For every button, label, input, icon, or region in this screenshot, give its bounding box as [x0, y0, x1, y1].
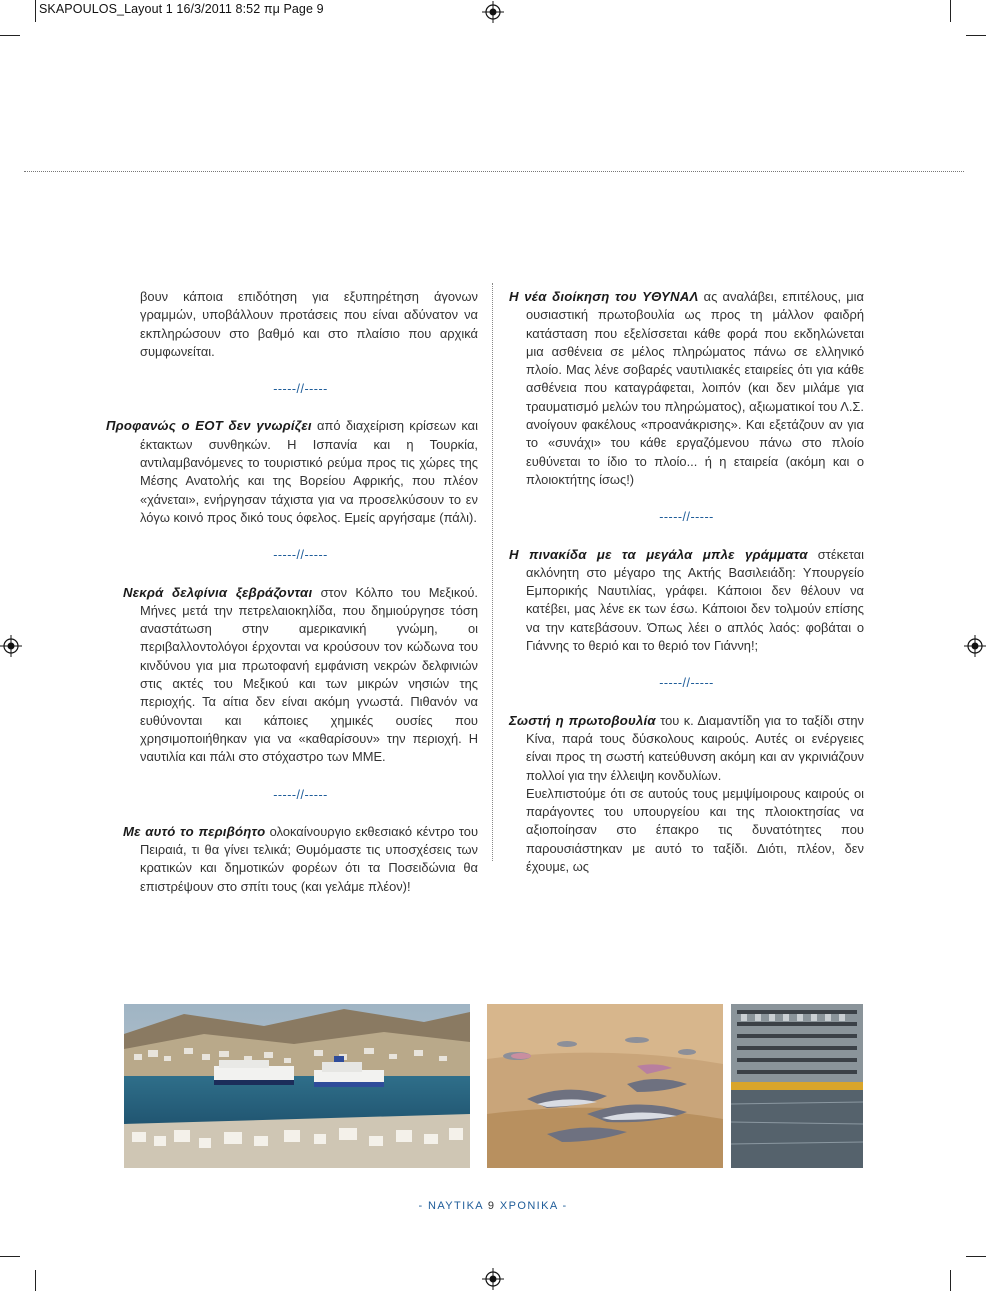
crop-mark: [966, 35, 986, 36]
item-heading: Σωστή η πρωτοβουλία: [509, 712, 656, 728]
registration-mark-icon: [964, 635, 986, 657]
item-body: από διαχείριση κρίσεων και έκτακτων συνθηκών. Η Ισπανία και η Τουρκία, αντιλαμβανόμενες το τουριστικό ρεύμα προς τις χώρες της Μέσης Ανατολής και της Βορείου Αφρικής, που πλέον «χάνεται», ενήργησαν τάχιστα για να προσελκύσουν το εν λόγω κοινό προς δικό τους όφελος. Εμείς αργήσαμε (πάλι).: [140, 418, 478, 525]
crop-mark: [0, 1256, 20, 1257]
separator: -----//-----: [273, 382, 328, 397]
paragraph: βουν κάποια επιδότηση για εξυπηρέτηση άγονων γραμμών, υποβάλλουν προτάσεις που είναι αδύνατον να εκπληρώσουν στο βαθμό και στο πλαίσιο που αρχικά συμφωνείται.: [140, 289, 478, 359]
item-heading: Με αυτό το περιβόητο: [123, 823, 266, 839]
item-body: του κ. Διαμαντίδη για το ταξίδι στην Κίνα, παρά τους δύσκολους καιρούς. Αυτές οι ενέργειες είναι προς τη σωστή κατεύθυνση ακόμη και αν γκρινιάζουν πολλοί για την έλλειψη κονδυλίων.: [526, 712, 864, 783]
footer-left: - ΝΑΥΤΙΚΑ: [418, 1200, 484, 1212]
footer-right: ΧΡΟΝΙΚΑ -: [499, 1200, 568, 1212]
crop-mark: [950, 0, 951, 22]
crop-mark: [950, 1270, 951, 1291]
item-heading: Η νέα διοίκηση του ΥΘΥΝΑΛ: [509, 289, 699, 304]
registration-mark-icon: [0, 635, 22, 657]
dolphins-beach-photo: [487, 1004, 723, 1168]
item-body: στον Κόλπο του Μεξικού. Μήνες μετά την πετρελαιοκηλίδα, που δημιούργησε τόση αναστάτωση στην αμερικανική γνώμη, οι περιβαλλοντολόγοι έρχονται να κρούσουν τον κώδωνα του κινδύνου για μια πρωτοφανή εμφάνιση νεκρών δελφινιών στις ακτές του Μεξικού και των μικρών νησιών της περιοχής. Τα αίτια δεν είναι ακόμη γνωστά. Πιθανόν να ευθύνονται και κάποιες χημικές ουσίες που χρησιμοποιήθηκαν για να «καθαρίσουν» την περιοχή. Η ναυτιλία και πάλι στο στόχαστρο των ΜΜΕ.: [140, 584, 478, 765]
paragraph: Ευελπιστούμε ότι σε αυτούς τους μεμψίμοιρους καιρούς οι παράγοντες του υπουργείου και της πλοιοκτησίας να αξιοποίησαν στο έπακρο τις δυνατότητες που παρουσιάστηκαν με αυτό το ταξίδι. Διότι, πλέον, δεν έχουμε, ως: [526, 785, 864, 875]
registration-mark-icon: [482, 1268, 504, 1290]
column-divider: [492, 283, 493, 861]
crop-mark: [35, 0, 36, 22]
building-waterfront-photo: [731, 1004, 863, 1168]
page-footer: [0, 1200, 986, 1212]
crop-mark: [966, 1256, 986, 1257]
page-rule: [24, 171, 964, 172]
item-body: ολοκαίνουργιο εκθεσιακό κέντρο του Πειραιά, τι θα γίνει τελικά; Θυμόμαστε τις υποσχέσεις των κρατικών και δημοτικών φορέων ότι τα Ποσειδώνια θα επιστρέψουν στο σπίτι τους (και γελάμε πλέον)!: [140, 823, 478, 894]
item-heading: Νεκρά δελφίνια ξεβράζονται: [123, 584, 313, 600]
right-column: [509, 288, 864, 876]
paragraph: [106, 417, 478, 527]
paragraph: [509, 288, 864, 489]
page-number: 9: [487, 1200, 496, 1212]
left-column: [106, 288, 478, 896]
crop-mark: [35, 1270, 36, 1291]
paragraph: [123, 584, 478, 767]
item-heading: Η πινακίδα με τα μεγάλα μπλε γράμματα: [509, 546, 808, 562]
paragraph: [123, 823, 478, 896]
item-heading: Προφανώς ο ΕΟΤ δεν γνωρίζει: [106, 418, 312, 434]
item-body: στέκεται ακλόνητη στο μέγαρο της Ακτής Βασιλειάδη: Υπουργείο Εμπορικής Ναυτιλίας, γράφει. Κάποιοι δεν θέλουν να κατέβει, μας λένε εκ των έσω. Κάποιοι δεν τολμούν επίσης να την κατεβάσουν. Όπως λέει ο απλός λαός: φοβάται ο Γιάννης το θεριό και το θεριό τον Γιάννη!;: [526, 546, 865, 654]
separator: -----//-----: [659, 510, 714, 525]
separator: -----//-----: [273, 787, 328, 802]
crop-mark: [0, 35, 20, 36]
paragraph: [509, 546, 864, 656]
registration-mark-icon: [482, 1, 504, 23]
separator: -----//-----: [659, 676, 714, 691]
item-body: ας αναλάβει, επιτέλους, μια ουσιαστική πρωτοβουλία ως προς τη μάλλον φαιδρή κατάσταση που εξελίσσεται κάθε φορά που εκδηλώνεται μια ασθένεια σε μέλος πληρώματος πάνω σε ελληνικό πλοίο. Μας λένε σοβαρές ναυτιλιακές εταιρείες ότι για κάθε ασθένεια που καταγράφεται, λοιπόν (και δεν μιλάμε για τραυματισμό μελών του πληρώματος), αξιωματικοί του Λ.Σ. ανοίγουν φακέλους «προανάκρισης». Και εξετάζουν αν για το «συνάχι» του κάθε εργαζόμενου πάνω στο πλοίο ευθύνεται το ίδιο το πλοίο... ή η εταιρεία (ακόμη και ο πλοιοκτήτης ίσως!): [526, 289, 864, 487]
print-slug: SKAPOULOS_Layout 1 16/3/2011 8:52 πμ Page 9: [39, 2, 324, 16]
port-photo: [124, 1004, 470, 1168]
paragraph: [509, 712, 864, 785]
separator: -----//-----: [273, 548, 328, 563]
